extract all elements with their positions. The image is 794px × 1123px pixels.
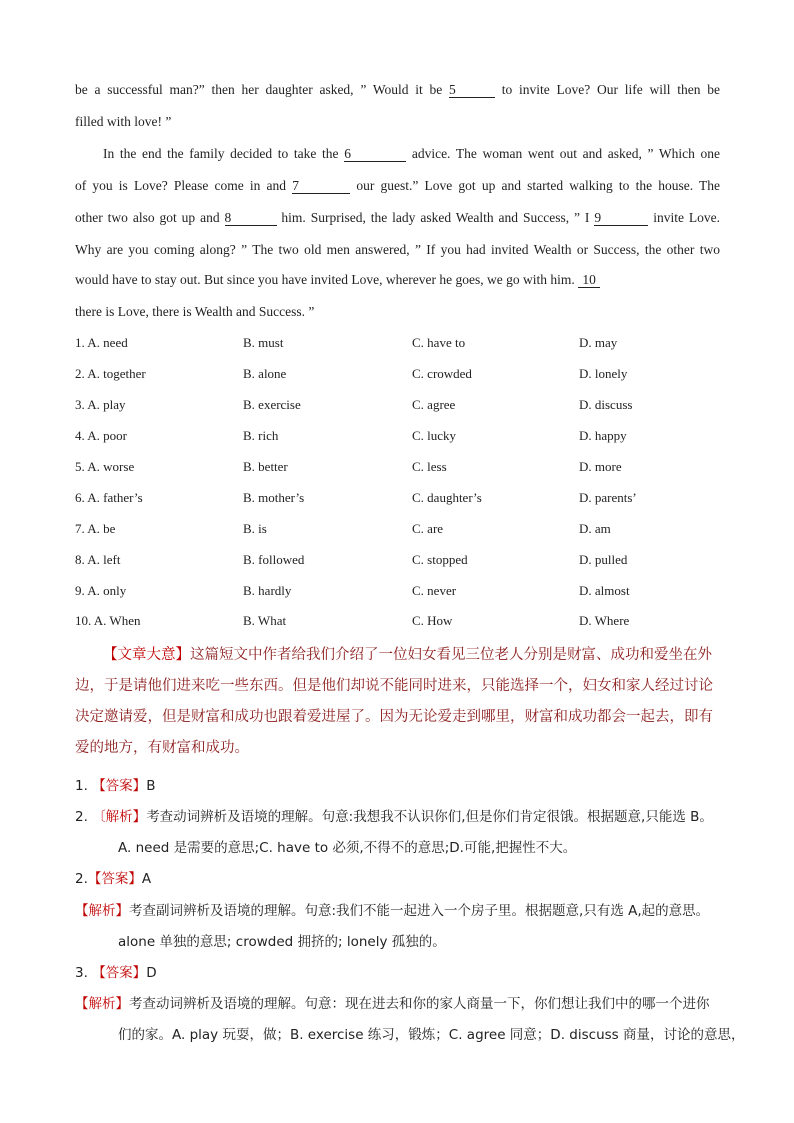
option-c: C. have to: [412, 335, 466, 350]
option-c: C. less: [412, 459, 447, 474]
explanation-1: [75, 805, 713, 825]
option-d: D. may: [579, 335, 618, 350]
option-a: 6. A. father’s: [75, 490, 143, 505]
option-b: B. alone: [243, 366, 287, 381]
passage-line-4: [75, 178, 720, 194]
passage-text: advice. The woman went out and asked, ” Which one: [411, 146, 720, 161]
option-b: B. rich: [243, 428, 279, 443]
option-a: 7. A. be: [75, 521, 116, 536]
option-c: C. stopped: [412, 552, 468, 567]
option-a: 2. A. together: [75, 366, 146, 381]
passage-line-7: [75, 272, 600, 288]
option-b: B. must: [243, 335, 284, 350]
option-b: B. exercise: [243, 397, 301, 412]
answer-tag: 【答案】: [92, 965, 147, 981]
passage-text: other two also got up and: [75, 210, 220, 225]
passage-line-1: [75, 82, 720, 98]
option-b: B. mother’s: [243, 490, 305, 505]
blank-7: 7: [292, 179, 350, 194]
passage-text: our guest.” Love got up and started walking to the house. The: [356, 178, 720, 193]
explanation-2: [75, 899, 709, 919]
option-a: 1. A. need: [75, 335, 128, 350]
option-c: C. never: [412, 583, 457, 598]
option-c: C. lucky: [412, 428, 457, 443]
answer-tag: 【答案】: [92, 778, 147, 794]
blank-6: 6: [344, 147, 406, 162]
option-c: C. How: [412, 613, 453, 628]
option-d: D. happy: [579, 428, 627, 443]
explanation-text: 考查动词辨析及语境的理解。句意:我想我不认识你们,但是你们肯定很饿。根据题意,只能选 B。: [146, 809, 713, 825]
option-c: C. are: [412, 521, 444, 536]
blank-9: 9: [594, 211, 648, 226]
option-a: 10. A. When: [75, 613, 141, 628]
option-c: C. crowded: [412, 366, 472, 381]
option-d: D. parents’: [579, 490, 637, 505]
option-d: D. Where: [579, 613, 630, 628]
option-a: 3. A. play: [75, 397, 126, 412]
answer-value: A: [141, 871, 152, 887]
option-b: B. followed: [243, 552, 305, 567]
option-d: D. discuss: [579, 397, 633, 412]
option-d: D. more: [579, 459, 622, 474]
explanation-text: 考查动词辨析及语境的理解。句意：现在进去和你的家人商量一下，你们想让我们中的哪一个进你: [129, 996, 710, 1012]
answer-2: [75, 867, 151, 887]
option-b: B. hardly: [243, 583, 292, 598]
summary-tag: 【文章大意】: [103, 647, 190, 663]
option-d: D. pulled: [579, 552, 628, 567]
article-summary: [75, 640, 720, 764]
passage-text: to invite Love? Our life will then be: [501, 82, 721, 97]
explanation-tag: 【解析】: [75, 903, 129, 919]
passage-line-5: [75, 210, 720, 226]
blank-10: 10: [578, 273, 600, 288]
blank-8: 8: [225, 211, 277, 226]
explanation-3-cont: 们的家。A. play 玩耍，做；B. exercise 练习，锻炼；C. agree 同意；D. discuss 商量，讨论的意思，: [118, 1027, 745, 1043]
summary-text: 这篇短文中作者给我们介绍了一位妇女看见三位老人分别是财富、成功和爱坐在外边，于是请他们进来吃一些东西。但是他们却说不能同时进来，只能选择一个，妇女和家人经过讨论决定邀请爱，但是财富和成功也跟着爱进屋了。因为无论爱走到哪里，财富和成功都会一起去，即有爱的地方，有财富和成功。: [75, 647, 713, 756]
answer-value: D: [146, 965, 157, 981]
answer-tag: 【答案】: [87, 871, 142, 887]
answer-1: [75, 774, 155, 794]
explanation-1-cont: A. need 是需要的意思;C. have to 必须,不得不的意思;D.可能,把握性不大。: [118, 840, 577, 856]
option-d: D. lonely: [579, 366, 628, 381]
option-a: 9. A. only: [75, 583, 127, 598]
option-a: 5. A. worse: [75, 459, 135, 474]
option-a: 4. A. poor: [75, 428, 127, 443]
explanation-tag: 【解析】: [75, 996, 129, 1012]
answer-number: 3.: [75, 965, 88, 981]
option-b: B. What: [243, 613, 287, 628]
explanation-number: 2.: [75, 809, 88, 825]
explanation-3: [75, 992, 710, 1012]
blank-5: 5: [449, 83, 495, 98]
explanation-text: 考查副词辨析及语境的理解。句意:我们不能一起进入一个房子里。根据题意,只有选 A,起的意思。: [129, 903, 710, 919]
option-b: B. better: [243, 459, 288, 474]
passage-line-2: filled with love! ”: [75, 114, 172, 129]
passage-line-8: there is Love, there is Wealth and Success. ”: [75, 304, 315, 319]
option-b: B. is: [243, 521, 267, 536]
option-a: 8. A. left: [75, 552, 121, 567]
passage-text: would have to stay out. But since you have invited Love, wherever he goes, we go with him.: [75, 272, 575, 287]
option-d: D. am: [579, 521, 611, 536]
explanation-tag: 〔解析】: [92, 809, 147, 825]
passage-line-3: [103, 146, 720, 162]
answer-3: [75, 961, 157, 981]
answer-value: B: [146, 778, 156, 794]
passage-text: invite Love.: [653, 210, 721, 225]
explanation-2-cont: alone 单独的意思; crowded 拥挤的; lonely 孤独的。: [118, 934, 446, 950]
passage-text: of you is Love? Please come in and: [75, 178, 287, 193]
answer-number: 1.: [75, 778, 88, 794]
passage-text: him. Surprised, the lady asked Wealth and Success, ” I: [281, 210, 590, 225]
option-c: C. agree: [412, 397, 456, 412]
passage-line-6: Why are you coming along? ” The two old men answered, ” If you had invited Wealth or Success, the other two: [75, 242, 720, 257]
passage-text: be a successful man?” then her daughter asked, ” Would it be: [75, 82, 443, 97]
option-c: C. daughter’s: [412, 490, 482, 505]
option-d: D. almost: [579, 583, 630, 598]
answer-number: 2.: [75, 871, 88, 887]
passage-text: In the end the family decided to take the: [103, 146, 339, 161]
